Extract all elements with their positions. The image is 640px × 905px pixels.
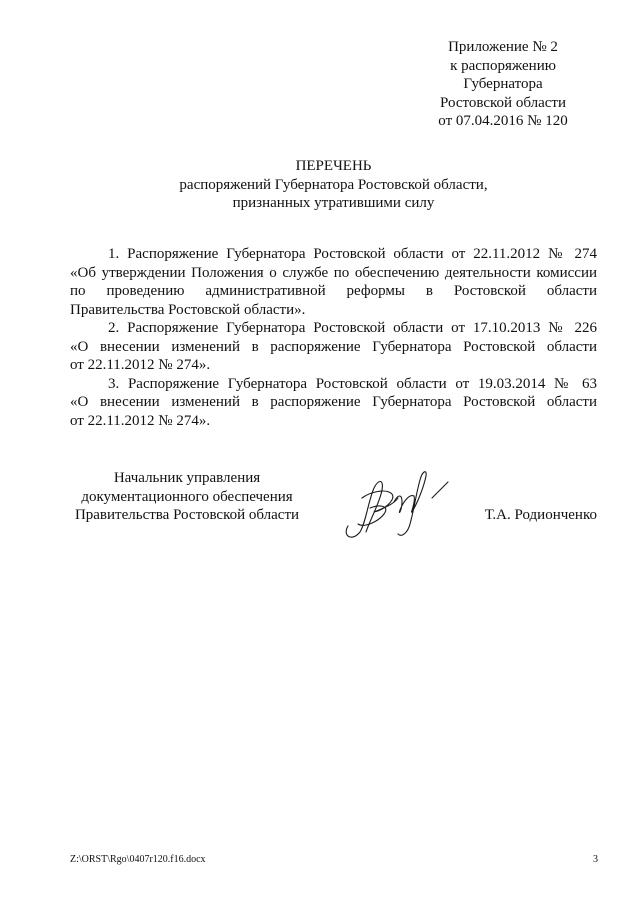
list-item-first-line: 1. Распоряжение Губернатора Ростовской области от 22.11.2012 № 274 xyxy=(108,246,597,262)
page-number: 3 xyxy=(593,854,598,865)
appendix-date: от 07.04.2016 № 120 xyxy=(438,113,568,129)
list-item-line: «О внесении изменений в распоряжение Губернатора Ростовской области xyxy=(70,338,597,355)
document-title xyxy=(70,157,597,213)
file-path: Z:\ORST\Rgo\0407r120.f16.docx xyxy=(70,854,206,865)
list-item-last-line: Правительства Ростовской области». xyxy=(70,301,306,318)
repealed-orders-list xyxy=(70,245,597,430)
list-item-line: «Об утверждении Положения о службе по обеспечению деятельности комиссии xyxy=(70,264,597,281)
appendix-author: Губернатора xyxy=(463,76,543,92)
list-item xyxy=(70,319,597,375)
appendix-reference: к распоряжению xyxy=(450,57,556,74)
list-item xyxy=(70,375,597,431)
appendix-header xyxy=(418,38,588,131)
list-item-last-line: от 22.11.2012 № 274». xyxy=(70,357,211,373)
title-subtitle: распоряжений Губернатора Ростовской области, xyxy=(179,176,488,193)
list-item-last-line: от 22.11.2012 № 274». xyxy=(70,412,211,429)
signer-position-line: Начальник управления xyxy=(113,470,261,486)
appendix-number: Приложение № 2 xyxy=(448,39,558,55)
title-subtitle-2: признанных утратившими силу xyxy=(232,195,435,211)
signer-position-line: документационного обеспечения xyxy=(81,488,293,505)
list-item-first-line: 3. Распоряжение Губернатора Ростовской области от 19.03.2014 № 63 xyxy=(108,375,597,392)
list-item xyxy=(70,245,597,319)
signer-position xyxy=(62,469,312,525)
title-heading: ПЕРЕЧЕНЬ xyxy=(295,158,372,174)
appendix-region: Ростовской области xyxy=(440,94,566,111)
list-item-first-line: 2. Распоряжение Губернатора Ростовской области от 17.10.2013 № 226 xyxy=(108,320,597,336)
handwritten-signature xyxy=(340,458,460,548)
signer-position-line: Правительства Ростовской области xyxy=(74,507,300,523)
list-item-line: по проведению административной реформы в Ростовской области xyxy=(70,283,597,299)
list-item-line: «О внесении изменений в распоряжение Губернатора Ростовской области xyxy=(70,394,597,410)
signer-name: Т.А. Родионченко xyxy=(484,507,597,523)
